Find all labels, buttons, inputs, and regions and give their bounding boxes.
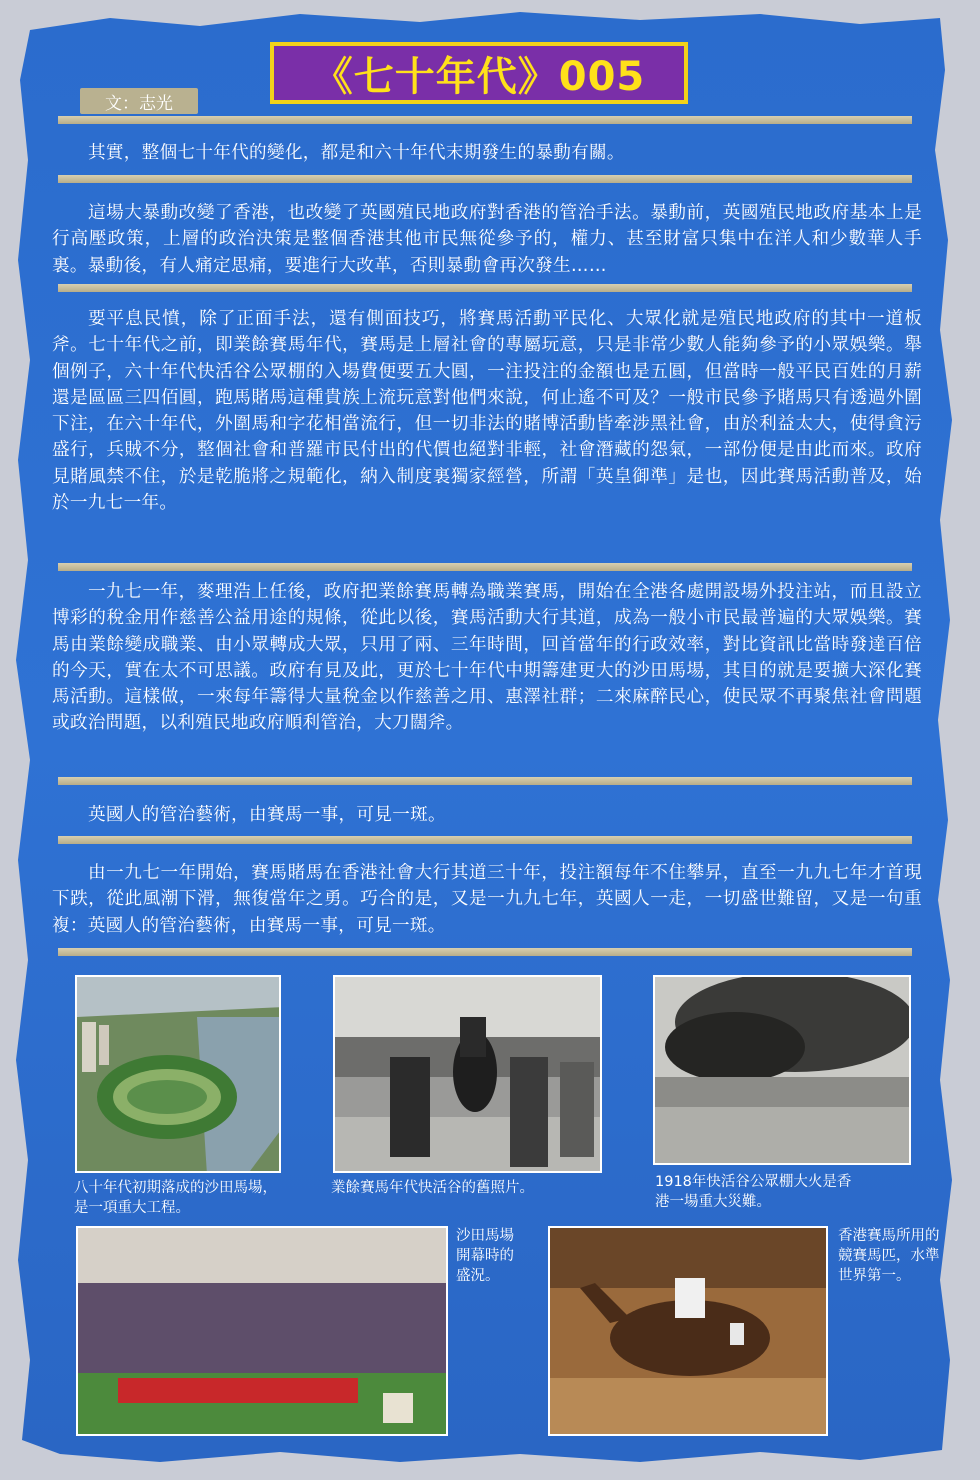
- paragraph-3: 要平息民憤，除了正面手法，還有側面技巧，將賽馬活動平民化、大眾化就是殖民地政府的其中一道板斧。七十年代之前，即業餘賽馬年代，賽馬是上層社會的專屬玩意，只是非常少數人能夠參予的小眾娛樂。舉個例子，六十年代快活谷公眾棚的入場費便要五大圓，一注投注的金額也是五圓，但當時一般平民百姓的月薪還是區區三四佰圓，跑馬賭馬這種貴族上流玩意對他們來說，何止遙不可及？一般市民參予賭馬只有透過外圍下注，在六十年代，外圍馬和字花相當流行，但一切非法的賭博活動皆牽涉黑社會，由於利益太大，使得貪污盛行，兵賊不分，整個社會和普羅市民付出的代價也絕對非輕，社會潛藏的怨氣，一部份便是由此而來。政府見賭風禁不住，於是乾脆將之規範化，納入制度裏獨家經營，所謂「英皇御準」是也，因此賽馬活動普及，始於一九七一年。: [52, 309, 922, 514]
- divider: [58, 116, 912, 124]
- paragraph-6: 由一九七一年開始，賽馬賭馬在香港社會大行其道三十年，投注額每年不住攀昇，直至一九九七年才首現下跌，從此風潮下滑，無復當年之勇。巧合的是，又是一九九七年，英國人一走，一切盛世難留，又是一句重複：英國人的管治藝術，由賽馬一事，可見一斑。: [52, 863, 922, 936]
- photo-caption: 1918年快活谷公眾棚大火是香港一場重大災難。: [655, 1174, 852, 1210]
- divider: [58, 777, 912, 785]
- photo-caption: 業餘賽馬年代快活谷的舊照片。: [331, 1180, 534, 1196]
- racecourse-fire-1918-photo: [653, 975, 911, 1165]
- divider: [58, 948, 912, 956]
- photo-caption: 沙田馬場開幕時的盛況。: [456, 1228, 514, 1284]
- happy-valley-old-photo: [333, 975, 602, 1173]
- photo-caption: 八十年代初期落成的沙田馬場，是一項重大工程。: [74, 1180, 277, 1216]
- page-title: 《七十年代》005: [270, 42, 688, 104]
- paragraph-4: 一九七一年，麥理浩上任後，政府把業餘賽馬轉為職業賽馬，開始在全港各處開設場外投注站，而且設立博彩的稅金用作慈善公益用途的規條，從此以後，賽馬活動大行其道，成為一般小市民最普遍的大眾娛樂。賽馬由業餘變成職業、由小眾轉成大眾，只用了兩、三年時間，回首當年的行政效率，對比資訊比當時發達百倍的今天，實在太不可思議。政府有見及此，更於七十年代中期籌建更大的沙田馬場，其目的就是要擴大深化賽馬活動。這樣做，一來每年籌得大量稅金以作慈善之用、惠澤社群；二來麻醉民心，使民眾不再聚焦社會問題或政治問題，以利殖民地政府順利管治，大刀闊斧。: [52, 582, 922, 734]
- photo-caption: 香港賽馬所用的競賽馬匹，水準世界第一。: [838, 1228, 940, 1284]
- paragraph-2: 這場大暴動改變了香港，也改變了英國殖民地政府對香港的管治手法。暴動前，英國殖民地政府基本上是行高壓政策，上層的政治決策是整個香港其他市民無從參予的，權力、甚至財富只集中在洋人和少數華人手裏。暴動後，有人痛定思痛，要進行大改革，否則暴動會再次發生……: [52, 203, 922, 276]
- author-label: 文：志光: [80, 88, 198, 114]
- divider: [58, 175, 912, 183]
- divider: [58, 284, 912, 292]
- paragraph-5: 英國人的管治藝術，由賽馬一事，可見一斑。: [88, 805, 446, 825]
- paragraph-1: 其實，整個七十年代的變化，都是和六十年代末期發生的暴動有關。: [88, 143, 625, 163]
- sha-tin-opening-photo: [76, 1226, 448, 1436]
- racehorse-photo: [548, 1226, 828, 1436]
- divider: [58, 836, 912, 844]
- sha-tin-racecourse-aerial-photo: [75, 975, 281, 1173]
- divider: [58, 563, 912, 571]
